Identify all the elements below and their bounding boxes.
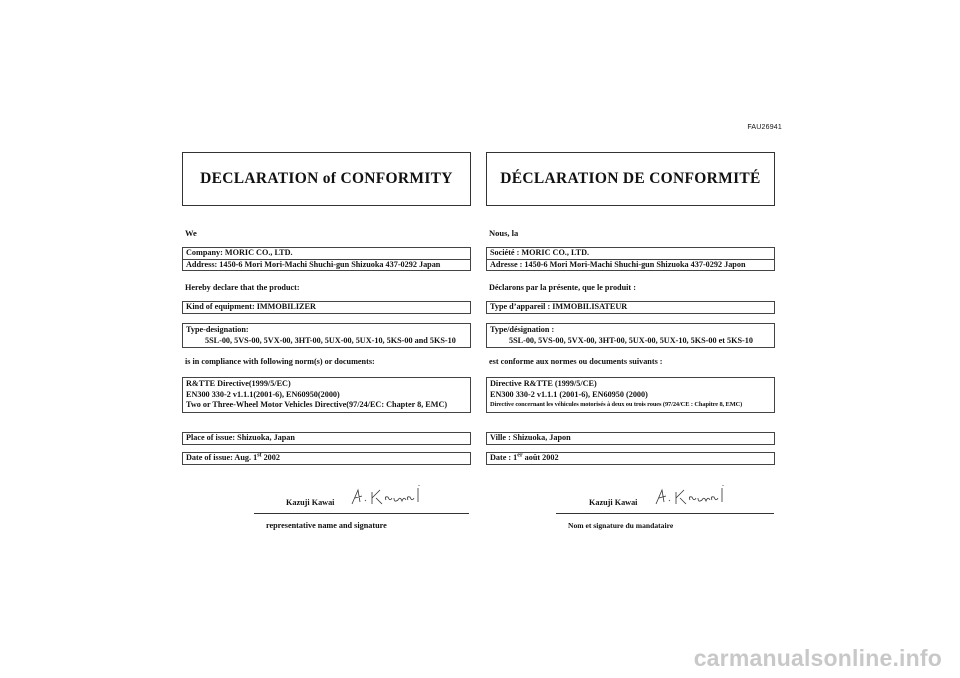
page-code: FAU26941 (747, 124, 782, 131)
english-company-box (182, 247, 471, 271)
french-compliance-text: est conforme aux normes ou documents suivants : (489, 357, 663, 366)
french-date: Date : 1er août 2002 (490, 452, 559, 462)
french-signature-line (556, 513, 774, 514)
english-norm-2: EN300 330-2 v1.1.1(2001-6), EN60950(2000) (186, 389, 340, 399)
english-signature (350, 484, 430, 508)
english-equipment-box (182, 301, 471, 314)
english-company: Company: MORIC CO., LTD. (186, 248, 293, 257)
french-norms-box (486, 377, 775, 413)
english-norm-3: Two or Three-Wheel Motor Vehicles Directive(97/24/EC: Chapter 8, EMC) (186, 400, 448, 409)
french-company-box (486, 247, 775, 271)
english-type-value: 5SL-00, 5VS-00, 5VX-00, 3HT-00, 5UX-00, 5UX-10, 5KS-00 and 5KS-10 (205, 335, 456, 345)
french-we: Nous, la (489, 228, 519, 238)
english-declaration (182, 152, 471, 530)
english-place-box (182, 432, 471, 445)
french-signature-caption: Nom et signature du mandataire (568, 521, 674, 530)
french-signer-name: Kazuji Kawai (589, 498, 638, 507)
french-declaration (486, 152, 775, 530)
french-equipment-box (486, 301, 775, 314)
english-norm-1: R&TTE Directive(1999/5/EC) (186, 379, 291, 388)
french-type-label: Type/désignation : (490, 325, 555, 334)
english-compliance-text: is in compliance with following norm(s) or documents: (185, 357, 375, 366)
french-equipment: Type d’appareil : IMMOBILISATEUR (490, 302, 628, 311)
french-norm-2: EN300 330-2 v1.1.1 (2001-6), EN60950 (2000) (490, 389, 648, 399)
english-date: Date of issue: Aug. 1st 2002 (186, 452, 280, 462)
english-type-label: Type-designation: (186, 325, 249, 334)
english-signature-caption: representative name and signature (266, 521, 387, 530)
english-declare-text: Hereby declare that the product: (185, 283, 300, 292)
english-title: DECLARATION of CONFORMITY (182, 152, 471, 206)
french-address: Adresse : 1450-6 Mori Mori-Machi Shuchi-gun Shizuoka 437-0292 Japon (487, 259, 774, 271)
french-company: Société : MORIC CO., LTD. (490, 248, 590, 257)
english-address: Address: 1450-6 Mori Mori-Machi Shuchi-gun Shizuoka 437-0292 Japan (183, 259, 470, 271)
english-we: We (185, 228, 197, 238)
french-date-box (486, 452, 775, 465)
french-declare-text: Déclarons par la présente, que le produit : (489, 283, 636, 292)
english-norms-box (182, 377, 471, 413)
english-signature-line (254, 513, 469, 514)
french-signature (654, 484, 734, 508)
english-signer-name: Kazuji Kawai (286, 498, 335, 507)
french-norm-3: Directive concernant les véhicules motorisés à deux ou trois roues (97/24/CE : Chapitre 8, EMC) (490, 401, 743, 408)
english-place: Place of issue: Shizuoka, Japan (186, 433, 295, 442)
french-type-box (486, 323, 775, 348)
french-type-value: 5SL-00, 5VS-00, 5VX-00, 3HT-00, 5UX-00, 5UX-10, 5KS-00 et 5KS-10 (509, 335, 753, 345)
french-norm-1: Directive R&TTE (1999/5/CE) (490, 379, 597, 388)
english-date-box (182, 452, 471, 465)
french-place-box (486, 432, 775, 445)
french-title: DÉCLARATION DE CONFORMITÉ (486, 152, 775, 206)
french-place: Ville : Shizuoka, Japon (490, 433, 571, 442)
english-type-box (182, 323, 471, 348)
english-equipment: Kind of equipment: IMMOBILIZER (186, 302, 316, 311)
watermark-text: carmanualsonline.info (693, 645, 942, 671)
